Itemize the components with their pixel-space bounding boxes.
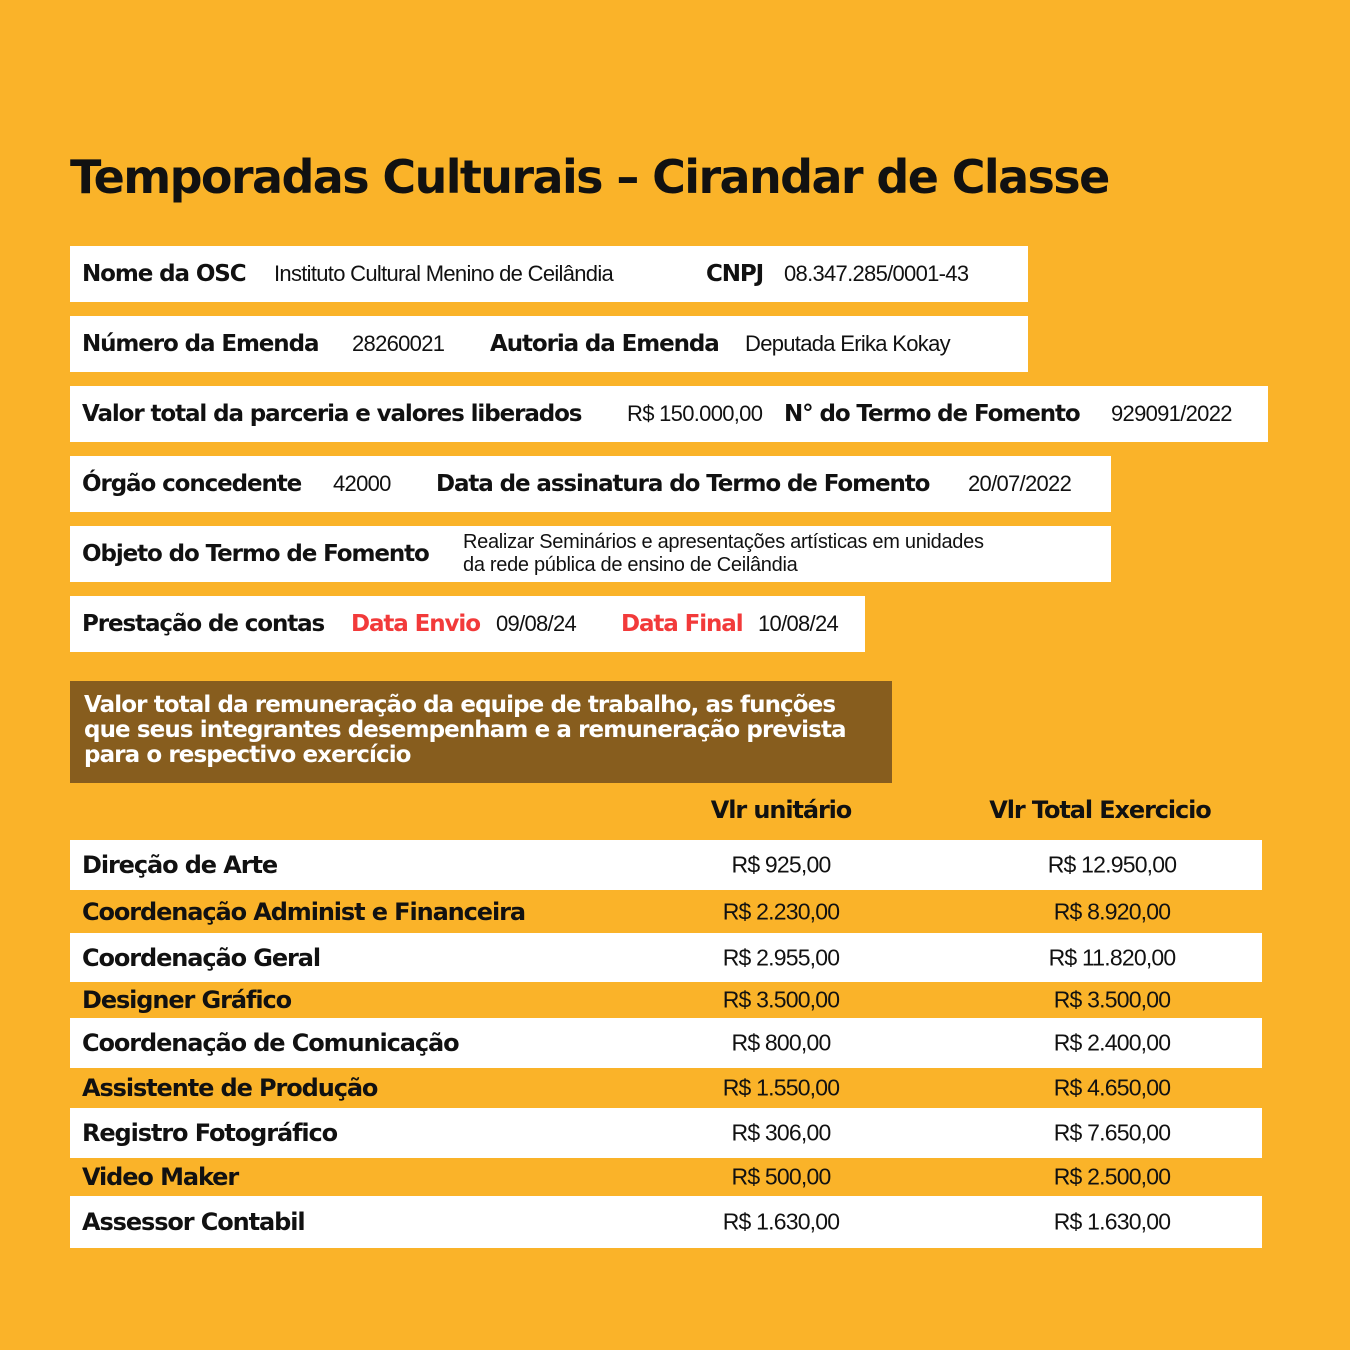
row-role: Coordenação Administ e Financeira [82, 897, 525, 926]
row-unit-value: R$ 1.550,00 [722, 1074, 840, 1101]
emenda-number-label: Número da Emenda [82, 331, 319, 357]
row-unit-value: R$ 1.630,00 [722, 1208, 840, 1235]
row-role: Designer Gráfico [82, 986, 291, 1014]
objeto-info-box [70, 526, 1111, 582]
column-header-total: Vlr Total Exercicio [989, 796, 1211, 824]
table-row [70, 1196, 1262, 1248]
table-row [70, 1018, 1262, 1068]
row-role: Registro Fotográfico [82, 1119, 338, 1147]
data-assinatura-value: 20/07/2022 [968, 471, 1072, 496]
row-role: Video Maker [82, 1163, 239, 1191]
table-row [70, 890, 1262, 933]
table-row [70, 840, 1262, 890]
row-role: Direção de Arte [82, 851, 278, 879]
termo-number-label: N° do Termo de Fomento [784, 401, 1080, 427]
orgao-label: Órgão concedente [82, 471, 302, 497]
emenda-number-value: 28260021 [352, 331, 445, 356]
objeto-line-2: da rede pública de ensino de Ceilândia [463, 554, 798, 576]
prestacao-info-box [70, 596, 865, 652]
table-row [70, 1108, 1262, 1158]
cnpj-value: 08.347.285/0001-43 [784, 261, 969, 286]
row-unit-value: R$ 500,00 [731, 1163, 831, 1190]
objeto-value [463, 531, 984, 577]
osc-info-box [70, 246, 1028, 302]
row-total-value: R$ 3.500,00 [1053, 986, 1171, 1013]
row-role: Coordenação de Comunicação [82, 1029, 459, 1057]
row-total-value: R$ 1.630,00 [1053, 1208, 1171, 1235]
table-row [70, 1158, 1262, 1196]
valor-info-box [70, 386, 1268, 442]
data-assinatura-label: Data de assinatura do Termo de Fomento [436, 471, 930, 497]
osc-value: Instituto Cultural Menino de Ceilândia [274, 261, 614, 286]
valor-label: Valor total da parceria e valores liberados [82, 401, 582, 427]
table-row [70, 982, 1262, 1018]
orgao-value: 42000 [333, 471, 391, 496]
remuneracao-banner [70, 681, 892, 783]
data-envio-label: Data Envio [351, 611, 480, 637]
row-total-value: R$ 2.500,00 [1053, 1163, 1171, 1190]
table-row [70, 1068, 1262, 1108]
row-total-value: R$ 2.400,00 [1053, 1029, 1171, 1056]
emenda-autoria-value: Deputada Erika Kokay [745, 331, 950, 356]
row-role: Coordenação Geral [82, 943, 320, 972]
objeto-line-1: Realizar Seminários e apresentações artísticas em unidades [463, 531, 984, 553]
row-total-value: R$ 12.950,00 [1047, 851, 1177, 878]
termo-number-value: 929091/2022 [1111, 401, 1232, 426]
row-total-value: R$ 7.650,00 [1053, 1119, 1171, 1146]
row-unit-value: R$ 925,00 [731, 851, 831, 878]
row-role: Assessor Contabil [82, 1208, 305, 1236]
osc-label: Nome da OSC [82, 261, 246, 287]
data-final-value: 10/08/24 [758, 611, 839, 636]
row-role: Assistente de Produção [82, 1074, 378, 1102]
prestacao-label: Prestação de contas [82, 611, 325, 637]
emenda-info-box [70, 316, 1028, 372]
row-unit-value: R$ 306,00 [731, 1119, 831, 1146]
data-envio-value: 09/08/24 [496, 611, 577, 636]
banner-text: Valor total da remuneração da equipe de trabalho, as funções que seus integrantes desempenham e a remuneração prevista para o respectivo exercício [84, 692, 846, 768]
valor-value: R$ 150.000,00 [627, 401, 763, 426]
row-unit-value: R$ 2.230,00 [722, 898, 840, 924]
column-header-unit: Vlr unitário [710, 796, 852, 824]
data-final-label: Data Final [621, 611, 743, 637]
emenda-autoria-label: Autoria da Emenda [490, 331, 719, 357]
row-total-value: R$ 4.650,00 [1053, 1074, 1171, 1101]
row-unit-value: R$ 2.955,00 [722, 944, 840, 970]
row-total-value: R$ 8.920,00 [1053, 898, 1171, 924]
row-total-value: R$ 11.820,00 [1048, 944, 1176, 970]
table-row [70, 933, 1262, 982]
objeto-label: Objeto do Termo de Fomento [82, 541, 429, 567]
orgao-info-box [70, 456, 1111, 512]
row-unit-value: R$ 3.500,00 [722, 986, 840, 1013]
cnpj-label: CNPJ [706, 261, 764, 287]
page-title: Temporadas Culturais – Cirandar de Classe [70, 150, 1109, 204]
row-unit-value: R$ 800,00 [731, 1029, 831, 1056]
